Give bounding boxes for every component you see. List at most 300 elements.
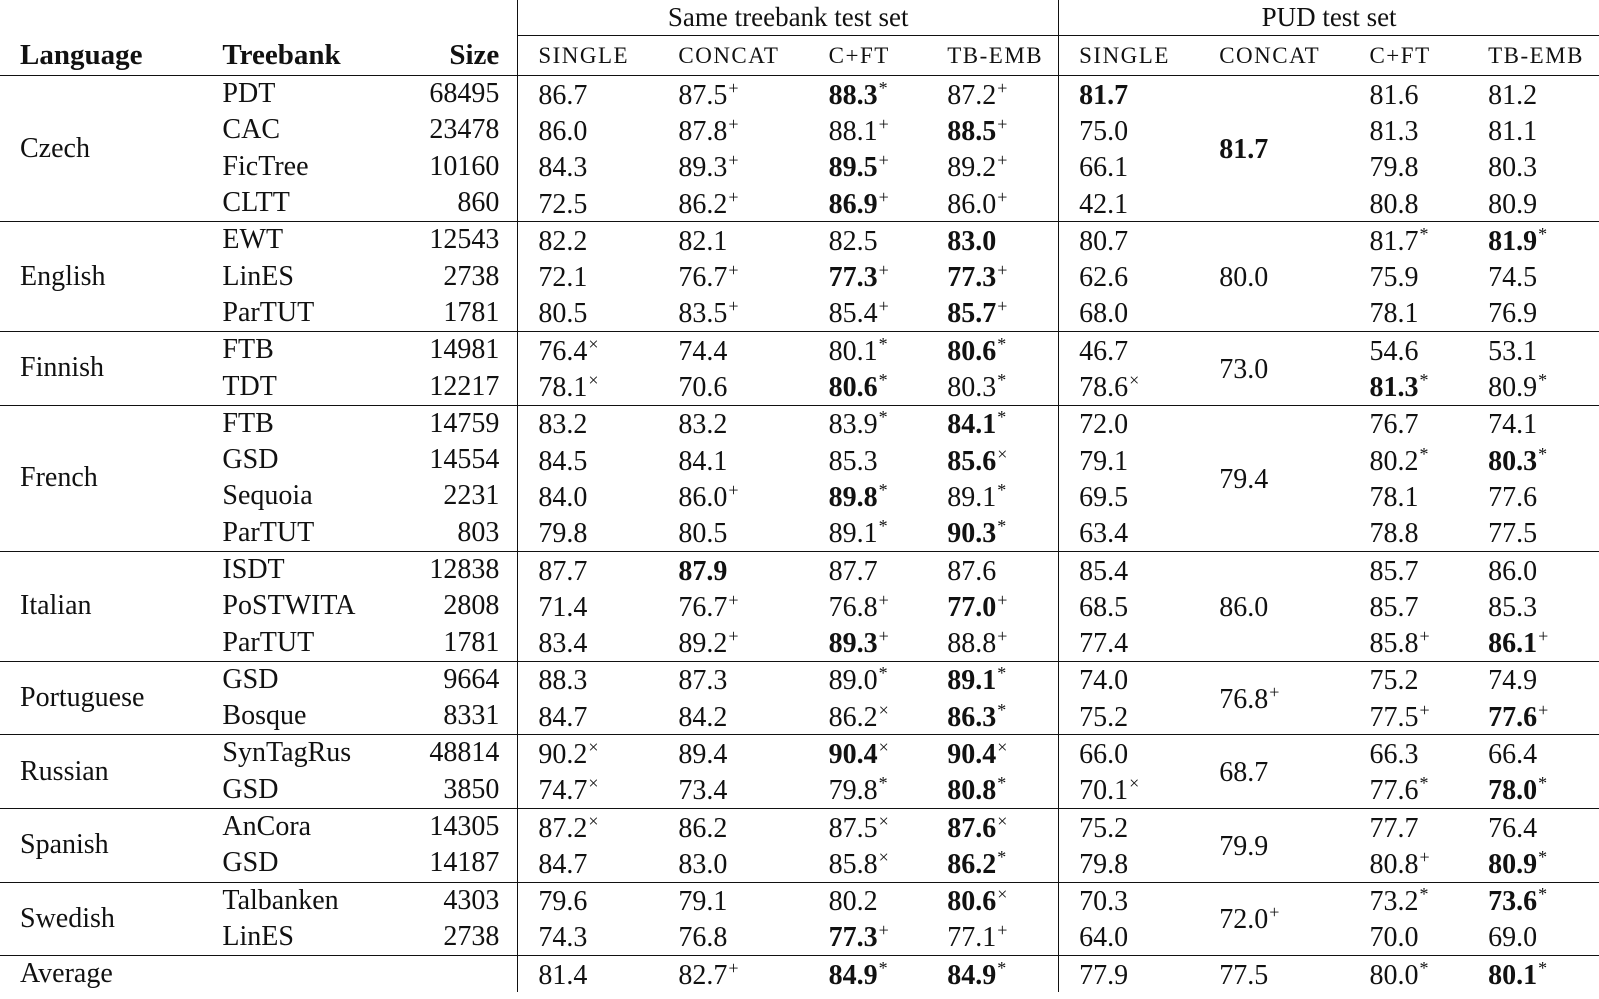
pud-score-cell [1059, 624, 1200, 661]
cell-value: 80.9 [1488, 848, 1538, 880]
cell-value: 81.7 [1079, 79, 1129, 111]
pud-score-cell [1468, 76, 1599, 113]
significance-mark: + [1538, 699, 1549, 720]
cell-value: 71.4 [538, 591, 588, 623]
pud-concat-cell [1199, 882, 1349, 956]
same-score-cell [658, 845, 808, 882]
pud-score-cell [1349, 405, 1468, 442]
cell-value: 77.6 [1369, 775, 1419, 807]
significance-mark: * [1419, 773, 1429, 794]
significance-mark: + [878, 186, 889, 207]
pud-score-cell [1349, 185, 1468, 222]
same-score-cell [518, 295, 659, 332]
cell-value: 83.0 [947, 225, 997, 257]
cell-value: 78.1 [538, 372, 588, 404]
significance-mark: + [728, 77, 739, 98]
cell-value: 77.9 [1079, 959, 1129, 991]
cell-value: 86.9 [828, 188, 878, 220]
pud-score-cell [1059, 735, 1200, 772]
cell-value: 89.1 [947, 481, 997, 513]
cell-value: 70.1 [1079, 775, 1129, 807]
same-score-cell [927, 698, 1058, 735]
cell-value: 77.5 [1488, 518, 1538, 550]
cell-value: 72.0 [1079, 409, 1129, 441]
size-cell: 14981 [386, 332, 517, 369]
size-cell: 1781 [443, 626, 500, 658]
cell-value: 76.4 [538, 335, 588, 367]
cell-value: 86.2 [678, 812, 728, 844]
pud-score-cell [1468, 808, 1599, 845]
pud-score-cell [1349, 588, 1468, 624]
significance-mark: * [997, 663, 1007, 684]
same-score-cell [518, 405, 659, 442]
treebank-cell: ParTUT [222, 626, 315, 658]
size-cell: 23478 [429, 114, 500, 146]
significance-mark: * [878, 370, 888, 391]
cell-value: 81.9 [1488, 225, 1538, 257]
same-score-cell [927, 478, 1058, 514]
same-score-cell [658, 515, 808, 552]
significance-mark: * [997, 516, 1007, 537]
table-row [0, 624, 1599, 661]
pud-score-cell [1349, 222, 1468, 259]
pud-score-cell [1349, 258, 1468, 294]
table-row [0, 76, 1599, 113]
pud-score-cell [1468, 624, 1599, 661]
table-row [0, 919, 1599, 956]
cell-value: 79.9 [1219, 830, 1269, 862]
same-score-cell [518, 698, 659, 735]
column-header-pud-single: SINGLE [1059, 36, 1200, 76]
pud-score-cell [1059, 405, 1200, 442]
pud-score-cell [1059, 515, 1200, 552]
average-row [0, 956, 1599, 993]
pud-score-cell [1468, 442, 1599, 478]
significance-mark: × [878, 736, 889, 757]
cell-value: 75.2 [1079, 812, 1129, 844]
same-score-cell [658, 808, 808, 845]
same-score-cell [658, 405, 808, 442]
treebank-cell: PDT [202, 76, 386, 113]
same-score-cell [809, 882, 928, 919]
pud-concat-cell [1199, 222, 1349, 332]
same-score-cell [658, 588, 808, 624]
size-cell: 8331 [443, 700, 500, 732]
same-score-cell [518, 515, 659, 552]
language-cell: Russian [0, 735, 202, 809]
cell-value: 70.0 [1369, 922, 1419, 954]
same-score-cell [518, 845, 659, 882]
same-score-cell [927, 588, 1058, 624]
table-row [0, 185, 1599, 222]
size-cell: 14305 [386, 808, 517, 845]
significance-mark: * [997, 699, 1007, 720]
same-score-cell [927, 919, 1058, 956]
cell-value: 76.8 [828, 591, 878, 623]
table-row [0, 772, 1599, 809]
significance-mark: * [1538, 957, 1548, 978]
pud-score-cell [1059, 295, 1200, 332]
same-score-cell [518, 919, 659, 956]
cell-value: 66.4 [1488, 738, 1538, 770]
cell-value: 84.0 [538, 481, 588, 513]
pud-score-cell [1349, 332, 1468, 369]
cell-value: 80.8 [1369, 188, 1419, 220]
cell-value: 74.4 [678, 335, 728, 367]
cell-value: 87.6 [947, 812, 997, 844]
treebank-cell: Talbanken [202, 882, 386, 919]
significance-mark: + [728, 113, 739, 134]
cell-value: 85.4 [1079, 555, 1129, 587]
language-cell: Czech [0, 76, 202, 222]
treebank-cell: AnCora [202, 808, 386, 845]
significance-mark: + [1419, 699, 1430, 720]
cell-value: 79.8 [538, 518, 588, 550]
size-cell: 4303 [386, 882, 517, 919]
cell-value: 86.2 [828, 701, 878, 733]
treebank-cell: CLTT [222, 187, 290, 219]
cell-value: 89.2 [947, 152, 997, 184]
same-score-cell [658, 698, 808, 735]
column-header-pud-concat: CONCAT [1199, 36, 1349, 76]
cell-value: 73.6 [1488, 886, 1538, 918]
cell-value: 77.1 [947, 922, 997, 954]
cell-value: 77.3 [828, 262, 878, 294]
table-row [0, 845, 1599, 882]
pud-score-cell [1349, 882, 1468, 919]
cell-value: 86.0 [947, 188, 997, 220]
same-score-cell [518, 222, 659, 259]
average-pud-cell [1349, 956, 1468, 993]
cell-value: 73.2 [1369, 886, 1419, 918]
size-cell: 2231 [443, 480, 500, 512]
same-score-cell [809, 442, 928, 478]
significance-mark: * [878, 77, 888, 98]
cell-value: 86.0 [678, 481, 728, 513]
size-cell: 12543 [386, 222, 517, 259]
significance-mark: × [878, 810, 889, 831]
same-score-cell [658, 368, 808, 405]
significance-mark: + [1419, 846, 1430, 867]
table-row [0, 332, 1599, 369]
language-cell: English [0, 222, 202, 332]
significance-mark: + [1538, 626, 1549, 647]
cell-value: 89.2 [678, 628, 728, 660]
cell-value: 78.1 [1369, 298, 1419, 330]
cell-value: 74.5 [1488, 262, 1538, 294]
average-pud-cell [1059, 956, 1200, 993]
same-score-cell [927, 624, 1058, 661]
cell-value: 89.5 [828, 152, 878, 184]
significance-mark: + [878, 113, 889, 134]
significance-mark: × [878, 699, 889, 720]
size-cell: 860 [457, 187, 500, 219]
pud-score-cell [1059, 112, 1200, 148]
cell-value: 87.5 [678, 79, 728, 111]
same-score-cell [809, 515, 928, 552]
pud-concat-cell [1199, 332, 1349, 406]
size-cell: 14759 [386, 405, 517, 442]
size-cell: 9664 [386, 661, 517, 698]
same-score-cell [927, 551, 1058, 588]
treebank-cell: EWT [202, 222, 386, 259]
pud-score-cell [1468, 332, 1599, 369]
same-score-cell [809, 919, 928, 956]
cell-value: 84.5 [538, 445, 588, 477]
same-score-cell [658, 295, 808, 332]
cell-value: 78.8 [1369, 518, 1419, 550]
significance-mark: × [878, 846, 889, 867]
treebank-cell: GSD [222, 444, 279, 476]
empty-cell [202, 956, 386, 993]
same-score-cell [518, 478, 659, 514]
same-score-cell [518, 258, 659, 294]
cell-value: 85.3 [1488, 591, 1538, 623]
cell-value: 69.0 [1488, 922, 1538, 954]
cell-value: 77.4 [1079, 628, 1129, 660]
pud-score-cell [1468, 405, 1599, 442]
cell-value: 80.0 [1219, 262, 1269, 294]
table-row [0, 551, 1599, 588]
language-cell: Swedish [0, 882, 202, 956]
same-score-cell [809, 332, 928, 369]
same-score-cell [518, 624, 659, 661]
cell-value: 80.3 [1488, 152, 1538, 184]
pud-score-cell [1468, 149, 1599, 185]
pud-concat-cell [1199, 76, 1349, 222]
cell-value: 75.9 [1369, 262, 1419, 294]
same-score-cell [927, 112, 1058, 148]
cell-value: 85.4 [828, 298, 878, 330]
column-header-tb-emb: TB-EMB [927, 36, 1058, 76]
same-score-cell [658, 442, 808, 478]
pud-score-cell [1059, 551, 1200, 588]
pud-score-cell [1468, 661, 1599, 698]
significance-mark: + [728, 296, 739, 317]
cell-value: 78.6 [1079, 372, 1129, 404]
pud-concat-cell [1199, 808, 1349, 882]
pud-score-cell [1059, 76, 1200, 113]
significance-mark: * [1419, 957, 1429, 978]
pud-score-cell [1468, 735, 1599, 772]
table-body [0, 76, 1599, 993]
cell-value: 74.7 [538, 775, 588, 807]
cell-value: 76.7 [678, 262, 728, 294]
pud-score-cell [1059, 258, 1200, 294]
cell-value: 80.8 [1369, 848, 1419, 880]
same-score-cell [809, 112, 928, 148]
pud-score-cell [1468, 295, 1599, 332]
cell-value: 76.8 [1219, 683, 1269, 715]
cell-value: 63.4 [1079, 518, 1129, 550]
pud-score-cell [1059, 845, 1200, 882]
pud-score-cell [1349, 515, 1468, 552]
cell-value: 82.7 [678, 959, 728, 991]
significance-mark: * [1538, 773, 1548, 794]
cell-value: 85.7 [1369, 591, 1419, 623]
significance-mark: + [1269, 902, 1280, 923]
table-row [0, 368, 1599, 405]
pud-concat-cell [1199, 551, 1349, 661]
cell-value: 87.5 [828, 812, 878, 844]
treebank-cell: ParTUT [222, 516, 315, 548]
table-row [0, 808, 1599, 845]
header-spacer [0, 0, 518, 36]
cell-value: 86.0 [1219, 591, 1269, 623]
average-same-cell [927, 956, 1058, 993]
cell-value: 77.7 [1369, 812, 1419, 844]
size-cell: 2738 [443, 260, 500, 292]
cell-value: 80.5 [678, 518, 728, 550]
treebank-cell: SynTagRus [202, 735, 386, 772]
significance-mark: * [997, 407, 1007, 428]
cell-value: 79.1 [1079, 445, 1129, 477]
cell-value: 84.7 [538, 701, 588, 733]
same-score-cell [809, 478, 928, 514]
significance-mark: × [997, 736, 1008, 757]
table-row [0, 258, 1599, 294]
cell-value: 83.2 [678, 409, 728, 441]
table-row [0, 149, 1599, 185]
significance-mark: * [1419, 223, 1429, 244]
cell-value: 76.8 [678, 922, 728, 954]
cell-value: 62.6 [1079, 262, 1129, 294]
cell-value: 84.9 [828, 959, 878, 991]
cell-value: 86.0 [1488, 555, 1538, 587]
significance-mark: * [997, 773, 1007, 794]
cell-value: 73.0 [1219, 353, 1269, 385]
treebank-cell: Bosque [222, 700, 307, 732]
cell-value: 80.1 [828, 335, 878, 367]
pud-score-cell [1349, 368, 1468, 405]
significance-mark: * [1419, 884, 1429, 905]
cell-value: 78.1 [1369, 481, 1419, 513]
same-score-cell [658, 772, 808, 809]
same-score-cell [518, 76, 659, 113]
significance-mark: * [997, 479, 1007, 500]
cell-value: 86.2 [947, 848, 997, 880]
significance-mark: × [997, 443, 1008, 464]
pud-score-cell [1059, 588, 1200, 624]
same-score-cell [518, 112, 659, 148]
cell-value: 68.0 [1079, 298, 1129, 330]
cell-value: 66.0 [1079, 738, 1129, 770]
pud-score-cell [1468, 919, 1599, 956]
pud-score-cell [1468, 588, 1599, 624]
pud-score-cell [1468, 698, 1599, 735]
treebank-cell: TDT [222, 370, 277, 402]
significance-mark: × [588, 333, 599, 354]
significance-mark: + [997, 296, 1008, 317]
cell-value: 74.1 [1488, 409, 1538, 441]
pud-score-cell [1059, 698, 1200, 735]
cell-value: 87.6 [947, 555, 997, 587]
cell-value: 76.4 [1488, 812, 1538, 844]
same-score-cell [518, 808, 659, 845]
same-score-cell [658, 149, 808, 185]
cell-value: 82.5 [828, 225, 878, 257]
same-score-cell [809, 185, 928, 222]
pud-score-cell [1059, 222, 1200, 259]
significance-mark: * [1538, 223, 1548, 244]
cell-value: 64.0 [1079, 922, 1129, 954]
cell-value: 42.1 [1079, 188, 1129, 220]
column-header-c-ft: C+FT [809, 36, 928, 76]
cell-value: 68.7 [1219, 757, 1269, 789]
cell-value: 85.7 [947, 298, 997, 330]
cell-value: 75.2 [1079, 701, 1129, 733]
significance-mark: + [878, 920, 889, 941]
cell-value: 84.2 [678, 701, 728, 733]
cell-value: 89.1 [947, 665, 997, 697]
significance-mark: * [878, 773, 888, 794]
size-cell: 14187 [429, 847, 500, 879]
cell-value: 84.1 [947, 409, 997, 441]
cell-value: 77.6 [1488, 481, 1538, 513]
treebank-cell: ParTUT [222, 296, 315, 328]
cell-value: 79.8 [1369, 152, 1419, 184]
cell-value: 84.7 [538, 848, 588, 880]
significance-mark: * [1538, 846, 1548, 867]
significance-mark: × [1129, 370, 1140, 391]
same-score-cell [658, 258, 808, 294]
cell-value: 77.5 [1219, 959, 1269, 991]
same-score-cell [927, 735, 1058, 772]
significance-mark: × [588, 736, 599, 757]
table-row [0, 698, 1599, 735]
cell-value: 81.4 [538, 959, 588, 991]
pud-score-cell [1468, 478, 1599, 514]
pud-score-cell [1059, 332, 1200, 369]
cell-value: 85.8 [1369, 628, 1419, 660]
significance-mark: × [588, 810, 599, 831]
significance-mark: * [1419, 370, 1429, 391]
same-score-cell [927, 772, 1058, 809]
significance-mark: + [728, 150, 739, 171]
cell-value: 46.7 [1079, 335, 1129, 367]
pud-score-cell [1059, 882, 1200, 919]
pud-score-cell [1468, 551, 1599, 588]
pud-score-cell [1349, 772, 1468, 809]
same-score-cell [658, 882, 808, 919]
cell-value: 80.2 [828, 886, 878, 918]
average-same-cell [658, 956, 808, 993]
same-score-cell [809, 551, 928, 588]
pud-score-cell [1349, 661, 1468, 698]
pud-score-cell [1059, 149, 1200, 185]
significance-mark: * [878, 333, 888, 354]
cell-value: 87.9 [678, 555, 728, 587]
same-score-cell [927, 882, 1058, 919]
pud-score-cell [1468, 368, 1599, 405]
cell-value: 82.1 [678, 225, 728, 257]
cell-value: 80.9 [1488, 372, 1538, 404]
cell-value: 88.3 [538, 665, 588, 697]
treebank-cell: PoSTWITA [222, 590, 356, 622]
cell-value: 89.4 [678, 738, 728, 770]
cell-value: 85.6 [947, 445, 997, 477]
cell-value: 81.1 [1488, 115, 1538, 147]
significance-mark: × [1129, 773, 1140, 794]
cell-value: 80.2 [1369, 445, 1419, 477]
table-row [0, 478, 1599, 514]
same-score-cell [518, 661, 659, 698]
cell-value: 86.0 [538, 115, 588, 147]
significance-mark: + [728, 260, 739, 281]
cell-value: 87.3 [678, 665, 728, 697]
table-row [0, 661, 1599, 698]
cell-value: 83.5 [678, 298, 728, 330]
